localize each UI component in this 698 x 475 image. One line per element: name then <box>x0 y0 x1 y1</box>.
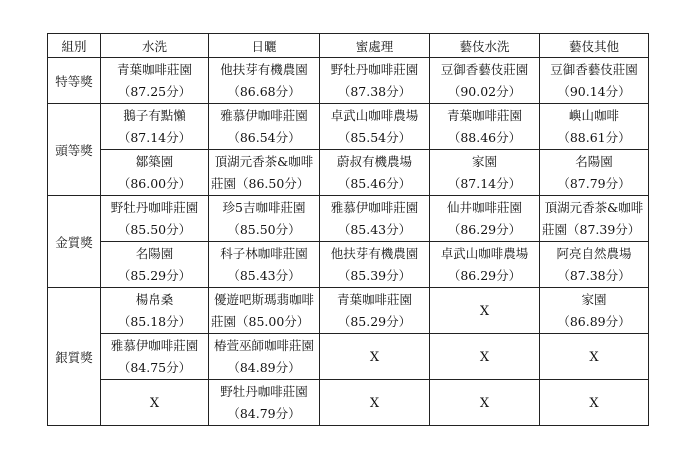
estate-name: 雅慕伊咖啡莊園 <box>110 337 199 353</box>
table-cell <box>101 242 209 288</box>
table-cell <box>540 196 649 242</box>
table-row <box>48 104 649 150</box>
estate-score: （85.29分） <box>337 313 412 329</box>
estate-name: 家園 <box>471 153 497 169</box>
estate-score: （85.46分） <box>337 175 412 191</box>
table-cell <box>540 334 649 380</box>
table-row <box>48 150 649 196</box>
table-cell <box>430 334 540 380</box>
table-row <box>48 196 649 242</box>
table-cell <box>540 150 649 196</box>
table-cell <box>540 288 649 334</box>
table-cell <box>540 242 649 288</box>
estate-score: 莊園（85.00分） <box>211 313 310 329</box>
estate-score: （85.54分） <box>337 129 412 145</box>
table-cell <box>101 150 209 196</box>
estate-name: 卓武山咖啡農場 <box>440 245 529 261</box>
table-row <box>48 334 649 380</box>
group-label-gold-prize: 金質獎 <box>48 196 101 288</box>
table-cell <box>320 104 430 150</box>
estate-name: 優遊吧斯瑪翡咖啡 <box>213 291 314 307</box>
group-label-first-prize: 頭等獎 <box>48 104 101 196</box>
estate-name: 嶼山咖啡 <box>568 107 619 123</box>
header-washed: 水洗 <box>101 34 209 58</box>
no-award-mark: X <box>369 395 380 411</box>
table-cell <box>320 196 430 242</box>
estate-name: 頂湖元香茶&咖啡 <box>544 199 644 215</box>
estate-name: 鄒築園 <box>135 153 174 169</box>
estate-name: 仙井咖啡莊園 <box>446 199 522 215</box>
estate-name: 野牡丹咖啡莊園 <box>220 383 308 399</box>
table-cell <box>209 334 320 380</box>
estate-name: 野牡丹咖啡莊園 <box>330 61 419 77</box>
table-cell <box>209 58 320 104</box>
table-cell <box>101 334 209 380</box>
estate-score: （87.25分） <box>117 83 192 99</box>
estate-score: （87.14分） <box>117 129 192 145</box>
table-cell <box>320 288 430 334</box>
group-label-silver-prize: 銀質獎 <box>48 288 101 426</box>
header-group: 組別 <box>48 34 101 58</box>
table-cell <box>430 288 540 334</box>
estate-name: 他扶芽有機農園 <box>330 245 419 261</box>
no-award-mark: X <box>589 349 599 365</box>
estate-score: （86.68分） <box>227 83 301 99</box>
estate-score: （85.39分） <box>337 267 412 283</box>
estate-name: 科子林咖啡莊園 <box>220 245 308 261</box>
table-cell <box>320 242 430 288</box>
estate-name: 楊帛桑 <box>135 291 174 307</box>
estate-score: （90.14分） <box>557 83 631 99</box>
estate-score: （88.61分） <box>557 129 631 145</box>
estate-name: 頂湖元香茶&咖啡 <box>214 153 314 169</box>
no-award-mark: X <box>479 303 490 319</box>
estate-score: （86.29分） <box>447 221 522 237</box>
estate-score: 莊園（86.50分） <box>211 175 310 191</box>
table-cell <box>540 380 649 426</box>
estate-score: （86.29分） <box>447 267 522 283</box>
table-row <box>48 288 649 334</box>
estate-name: 名陽園 <box>575 153 613 169</box>
estate-name: 卓武山咖啡農場 <box>330 107 419 123</box>
estate-score: （84.79分） <box>227 405 301 421</box>
estate-score: （86.89分） <box>557 313 631 329</box>
table-cell <box>101 58 209 104</box>
estate-score: （86.00分） <box>117 175 192 191</box>
table-cell <box>320 380 430 426</box>
table-cell <box>209 380 320 426</box>
table-cell <box>101 380 209 426</box>
estate-name: 阿亮自然農場 <box>556 245 632 261</box>
table-cell <box>320 334 430 380</box>
header-row <box>48 34 649 58</box>
table-cell <box>540 104 649 150</box>
table-cell <box>430 196 540 242</box>
table-cell <box>540 58 649 104</box>
estate-name: 他扶芽有機農園 <box>220 61 308 77</box>
estate-name: 雅慕伊咖啡莊園 <box>220 107 308 123</box>
table-row <box>48 242 649 288</box>
header-natural: 日曬 <box>209 34 320 58</box>
estate-name: 蔚叔有機農場 <box>336 153 412 169</box>
no-award-mark: X <box>479 395 490 411</box>
estate-name: 椿萱巫師咖啡莊園 <box>213 337 314 353</box>
table-cell <box>430 58 540 104</box>
estate-name: 鵝子有點懶 <box>123 107 186 123</box>
table-cell <box>430 242 540 288</box>
estate-name: 名陽園 <box>135 245 174 261</box>
estate-name: 家園 <box>581 291 607 307</box>
table-row <box>48 380 649 426</box>
estate-score: （87.38分） <box>557 267 631 283</box>
table-cell <box>430 104 540 150</box>
estate-name: 青葉咖啡莊園 <box>116 61 192 77</box>
awards-table <box>47 33 649 426</box>
table-cell <box>101 288 209 334</box>
table-cell <box>430 150 540 196</box>
estate-name: 青葉咖啡莊園 <box>336 291 412 307</box>
table-cell <box>101 196 209 242</box>
estate-score: （87.38分） <box>337 83 412 99</box>
no-award-mark: X <box>149 395 160 411</box>
estate-name: 青葉咖啡莊園 <box>446 107 522 123</box>
estate-score: （84.75分） <box>117 359 192 375</box>
no-award-mark: X <box>589 395 599 411</box>
estate-score: 莊園（87.39分） <box>542 221 641 237</box>
table-cell <box>320 150 430 196</box>
estate-name: 珍5吉咖啡莊園 <box>222 199 306 215</box>
table-cell <box>209 104 320 150</box>
no-award-mark: X <box>369 349 380 365</box>
estate-name: 野牡丹咖啡莊園 <box>110 199 199 215</box>
table-row <box>48 58 649 104</box>
estate-name: 雅慕伊咖啡莊園 <box>330 199 419 215</box>
header-honey: 蜜處理 <box>320 34 430 58</box>
estate-score: （86.54分） <box>227 129 301 145</box>
table-cell <box>209 288 320 334</box>
header-geisha-washed: 藝伎水洗 <box>430 34 540 58</box>
estate-score: （90.02分） <box>447 83 522 99</box>
estate-score: （85.50分） <box>117 221 192 237</box>
estate-score: （85.50分） <box>227 221 301 237</box>
table-cell <box>209 196 320 242</box>
header-geisha-other: 藝伎其他 <box>540 34 649 58</box>
estate-name: 豆御香藝伎莊園 <box>550 61 638 77</box>
table-cell <box>320 58 430 104</box>
estate-score: （84.89分） <box>227 359 301 375</box>
estate-score: （85.29分） <box>117 267 192 283</box>
table-cell <box>101 104 209 150</box>
estate-score: （88.46分） <box>447 129 522 145</box>
group-label-special-prize: 特等獎 <box>48 58 101 104</box>
table-cell <box>209 242 320 288</box>
estate-name: 豆御香藝伎莊園 <box>440 61 529 77</box>
table-cell <box>209 150 320 196</box>
estate-score: （87.14分） <box>447 175 522 191</box>
no-award-mark: X <box>479 349 490 365</box>
estate-score: （85.43分） <box>227 267 301 283</box>
estate-score: （85.43分） <box>337 221 412 237</box>
table-cell <box>430 380 540 426</box>
estate-score: （87.79分） <box>557 175 631 191</box>
estate-score: （85.18分） <box>117 313 192 329</box>
